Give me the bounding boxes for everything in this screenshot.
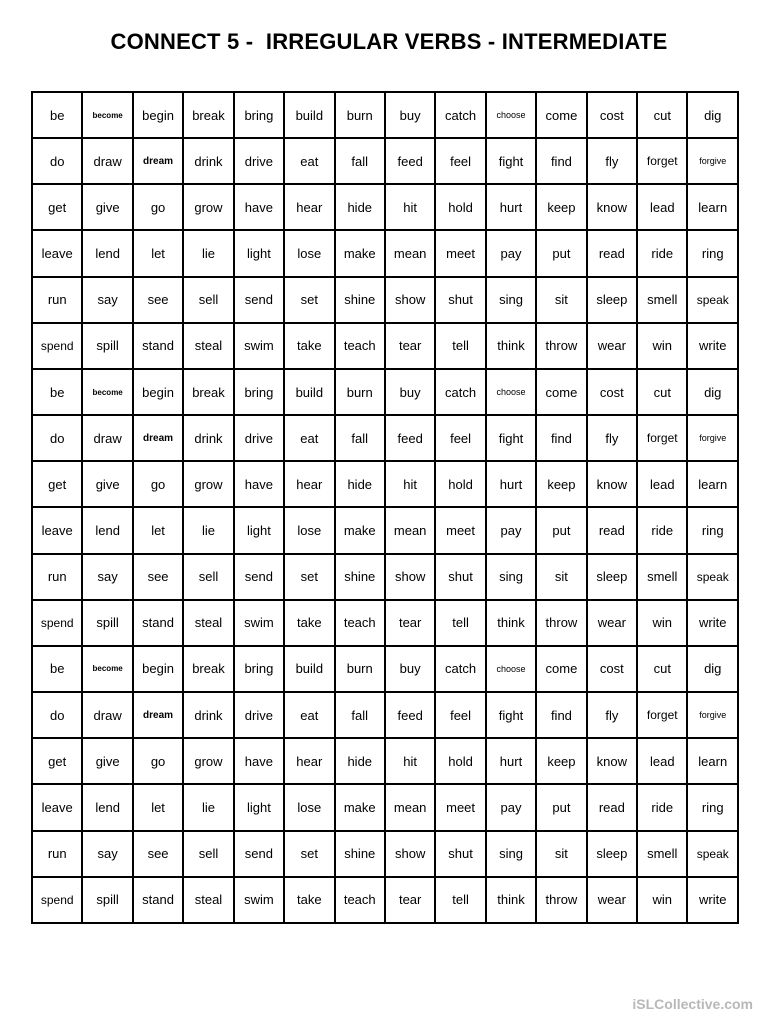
grid-cell: find bbox=[536, 415, 586, 461]
grid-cell: take bbox=[284, 877, 334, 923]
grid-cell: ring bbox=[687, 507, 738, 553]
grid-cell: forget bbox=[637, 415, 687, 461]
grid-cell: shut bbox=[435, 277, 485, 323]
grid-cell: begin bbox=[133, 369, 183, 415]
grid-cell: hear bbox=[284, 738, 334, 784]
grid-cell: swim bbox=[234, 600, 284, 646]
grid-row bbox=[32, 369, 738, 415]
grid-cell: ride bbox=[637, 784, 687, 830]
grid-cell: cut bbox=[637, 646, 687, 692]
grid-cell: light bbox=[234, 230, 284, 276]
grid-cell: keep bbox=[536, 184, 586, 230]
grid-cell: cut bbox=[637, 369, 687, 415]
grid-row bbox=[32, 831, 738, 877]
grid-cell: sit bbox=[536, 554, 586, 600]
verb-grid bbox=[31, 91, 739, 924]
grid-cell: set bbox=[284, 554, 334, 600]
grid-cell: do bbox=[32, 415, 82, 461]
grid-cell: dream bbox=[133, 138, 183, 184]
grid-cell: have bbox=[234, 184, 284, 230]
grid-cell: tear bbox=[385, 600, 435, 646]
grid-cell: grow bbox=[183, 461, 233, 507]
grid-cell: smell bbox=[637, 277, 687, 323]
grid-cell: buy bbox=[385, 369, 435, 415]
watermark: iSLCollective.com bbox=[632, 996, 753, 1012]
grid-cell: eat bbox=[284, 138, 334, 184]
grid-cell: send bbox=[234, 277, 284, 323]
grid-cell: have bbox=[234, 461, 284, 507]
grid-cell: wear bbox=[587, 877, 637, 923]
grid-cell: bring bbox=[234, 369, 284, 415]
grid-cell: win bbox=[637, 877, 687, 923]
grid-cell: know bbox=[587, 461, 637, 507]
grid-cell: know bbox=[587, 738, 637, 784]
grid-cell: be bbox=[32, 92, 82, 138]
grid-cell: take bbox=[284, 600, 334, 646]
grid-cell: write bbox=[687, 600, 738, 646]
grid-cell: hear bbox=[284, 184, 334, 230]
grid-cell: fight bbox=[486, 692, 536, 738]
grid-cell: make bbox=[335, 507, 385, 553]
grid-cell: come bbox=[536, 369, 586, 415]
grid-cell: ring bbox=[687, 230, 738, 276]
grid-cell: swim bbox=[234, 323, 284, 369]
grid-cell: fall bbox=[335, 415, 385, 461]
grid-cell: forget bbox=[637, 692, 687, 738]
grid-cell: begin bbox=[133, 92, 183, 138]
grid-cell: break bbox=[183, 92, 233, 138]
grid-cell: sleep bbox=[587, 277, 637, 323]
grid-cell: hurt bbox=[486, 461, 536, 507]
grid-cell: feed bbox=[385, 138, 435, 184]
grid-cell: forgive bbox=[687, 415, 738, 461]
grid-cell: build bbox=[284, 369, 334, 415]
page-title: CONNECT 5 - IRREGULAR VERBS - INTERMEDIATE bbox=[110, 29, 668, 54]
grid-cell: see bbox=[133, 831, 183, 877]
grid-cell: set bbox=[284, 831, 334, 877]
grid-row bbox=[32, 646, 738, 692]
grid-cell: wear bbox=[587, 600, 637, 646]
grid-cell: shut bbox=[435, 831, 485, 877]
grid-cell: sit bbox=[536, 831, 586, 877]
grid-cell: meet bbox=[435, 784, 485, 830]
grid-row bbox=[32, 277, 738, 323]
grid-cell: fall bbox=[335, 138, 385, 184]
grid-cell: hold bbox=[435, 184, 485, 230]
grid-cell: ring bbox=[687, 784, 738, 830]
grid-cell: hurt bbox=[486, 738, 536, 784]
grid-cell: write bbox=[687, 323, 738, 369]
grid-cell: hit bbox=[385, 461, 435, 507]
grid-cell: speak bbox=[687, 277, 738, 323]
grid-cell: learn bbox=[687, 461, 738, 507]
grid-row bbox=[32, 138, 738, 184]
grid-row bbox=[32, 738, 738, 784]
grid-cell: lose bbox=[284, 784, 334, 830]
grid-cell: put bbox=[536, 230, 586, 276]
grid-cell: let bbox=[133, 507, 183, 553]
grid-cell: read bbox=[587, 230, 637, 276]
grid-cell: throw bbox=[536, 323, 586, 369]
grid-cell: get bbox=[32, 461, 82, 507]
grid-row bbox=[32, 461, 738, 507]
grid-cell: drink bbox=[183, 692, 233, 738]
grid-cell: become bbox=[82, 92, 132, 138]
grid-row bbox=[32, 554, 738, 600]
grid-cell: set bbox=[284, 277, 334, 323]
grid-cell: shine bbox=[335, 554, 385, 600]
grid-cell: spill bbox=[82, 877, 132, 923]
grid-cell: wear bbox=[587, 323, 637, 369]
grid-cell: win bbox=[637, 600, 687, 646]
grid-cell: find bbox=[536, 692, 586, 738]
grid-cell: hit bbox=[385, 184, 435, 230]
grid-cell: fly bbox=[587, 692, 637, 738]
grid-cell: become bbox=[82, 646, 132, 692]
grid-cell: lose bbox=[284, 507, 334, 553]
grid-cell: fly bbox=[587, 138, 637, 184]
grid-cell: leave bbox=[32, 230, 82, 276]
grid-cell: keep bbox=[536, 738, 586, 784]
grid-cell: lend bbox=[82, 784, 132, 830]
grid-cell: tear bbox=[385, 323, 435, 369]
grid-cell: speak bbox=[687, 554, 738, 600]
grid-cell: fly bbox=[587, 415, 637, 461]
grid-cell: go bbox=[133, 461, 183, 507]
grid-cell: smell bbox=[637, 554, 687, 600]
grid-cell: dig bbox=[687, 369, 738, 415]
grid-cell: burn bbox=[335, 646, 385, 692]
grid-cell: run bbox=[32, 831, 82, 877]
grid-cell: come bbox=[536, 92, 586, 138]
grid-cell: say bbox=[82, 554, 132, 600]
grid-cell: lose bbox=[284, 230, 334, 276]
grid-row bbox=[32, 784, 738, 830]
grid-cell: grow bbox=[183, 738, 233, 784]
grid-cell: spend bbox=[32, 877, 82, 923]
grid-cell: think bbox=[486, 877, 536, 923]
grid-cell: draw bbox=[82, 692, 132, 738]
grid-cell: be bbox=[32, 369, 82, 415]
grid-cell: sell bbox=[183, 277, 233, 323]
grid-cell: cut bbox=[637, 92, 687, 138]
grid-cell: hurt bbox=[486, 184, 536, 230]
grid-cell: come bbox=[536, 646, 586, 692]
grid-cell: dream bbox=[133, 415, 183, 461]
grid-cell: spill bbox=[82, 323, 132, 369]
grid-cell: spend bbox=[32, 323, 82, 369]
grid-cell: light bbox=[234, 507, 284, 553]
grid-cell: give bbox=[82, 738, 132, 784]
grid-cell: catch bbox=[435, 646, 485, 692]
grid-cell: stand bbox=[133, 600, 183, 646]
grid-cell: teach bbox=[335, 877, 385, 923]
grid-cell: show bbox=[385, 554, 435, 600]
grid-cell: build bbox=[284, 92, 334, 138]
grid-cell: drink bbox=[183, 138, 233, 184]
grid-cell: burn bbox=[335, 369, 385, 415]
grid-cell: cost bbox=[587, 646, 637, 692]
grid-cell: stand bbox=[133, 877, 183, 923]
grid-cell: buy bbox=[385, 646, 435, 692]
grid-cell: lie bbox=[183, 230, 233, 276]
grid-cell: read bbox=[587, 784, 637, 830]
grid-cell: give bbox=[82, 461, 132, 507]
grid-cell: write bbox=[687, 877, 738, 923]
grid-cell: read bbox=[587, 507, 637, 553]
grid-cell: teach bbox=[335, 323, 385, 369]
grid-cell: feel bbox=[435, 692, 485, 738]
grid-cell: draw bbox=[82, 138, 132, 184]
grid-cell: steal bbox=[183, 323, 233, 369]
grid-cell: take bbox=[284, 323, 334, 369]
grid-row bbox=[32, 415, 738, 461]
grid-cell: say bbox=[82, 277, 132, 323]
grid-cell: throw bbox=[536, 877, 586, 923]
grid-cell: tell bbox=[435, 877, 485, 923]
grid-cell: hold bbox=[435, 738, 485, 784]
grid-cell: dig bbox=[687, 92, 738, 138]
grid-cell: sing bbox=[486, 831, 536, 877]
grid-cell: make bbox=[335, 784, 385, 830]
grid-cell: choose bbox=[486, 92, 536, 138]
grid-cell: build bbox=[284, 646, 334, 692]
grid-cell: teach bbox=[335, 600, 385, 646]
grid-cell: ride bbox=[637, 507, 687, 553]
grid-cell: spill bbox=[82, 600, 132, 646]
grid-cell: hold bbox=[435, 461, 485, 507]
grid-cell: buy bbox=[385, 92, 435, 138]
grid-row bbox=[32, 92, 738, 138]
grid-cell: say bbox=[82, 831, 132, 877]
grid-cell: tear bbox=[385, 877, 435, 923]
grid-cell: become bbox=[82, 369, 132, 415]
grid-cell: eat bbox=[284, 692, 334, 738]
grid-row bbox=[32, 184, 738, 230]
grid-cell: bring bbox=[234, 646, 284, 692]
grid-row bbox=[32, 507, 738, 553]
grid-cell: make bbox=[335, 230, 385, 276]
grid-cell: have bbox=[234, 738, 284, 784]
grid-cell: see bbox=[133, 554, 183, 600]
grid-cell: dream bbox=[133, 692, 183, 738]
grid-row bbox=[32, 600, 738, 646]
grid-cell: grow bbox=[183, 184, 233, 230]
grid-cell: shine bbox=[335, 277, 385, 323]
grid-cell: shut bbox=[435, 554, 485, 600]
grid-cell: mean bbox=[385, 507, 435, 553]
grid-cell: smell bbox=[637, 831, 687, 877]
grid-cell: know bbox=[587, 184, 637, 230]
grid-cell: think bbox=[486, 323, 536, 369]
grid-cell: go bbox=[133, 184, 183, 230]
grid-cell: lead bbox=[637, 461, 687, 507]
grid-cell: lead bbox=[637, 738, 687, 784]
grid-cell: fall bbox=[335, 692, 385, 738]
grid-cell: leave bbox=[32, 507, 82, 553]
grid-cell: shine bbox=[335, 831, 385, 877]
grid-cell: cost bbox=[587, 369, 637, 415]
grid-cell: hit bbox=[385, 738, 435, 784]
grid-cell: stand bbox=[133, 323, 183, 369]
grid-cell: lend bbox=[82, 230, 132, 276]
grid-cell: begin bbox=[133, 646, 183, 692]
grid-cell: find bbox=[536, 138, 586, 184]
grid-cell: draw bbox=[82, 415, 132, 461]
grid-cell: feel bbox=[435, 415, 485, 461]
grid-cell: light bbox=[234, 784, 284, 830]
grid-cell: lie bbox=[183, 507, 233, 553]
grid-cell: think bbox=[486, 600, 536, 646]
grid-row bbox=[32, 692, 738, 738]
grid-cell: win bbox=[637, 323, 687, 369]
grid-cell: pay bbox=[486, 784, 536, 830]
grid-cell: meet bbox=[435, 507, 485, 553]
grid-cell: show bbox=[385, 277, 435, 323]
grid-cell: feed bbox=[385, 692, 435, 738]
grid-cell: sing bbox=[486, 554, 536, 600]
grid-cell: fight bbox=[486, 415, 536, 461]
grid-cell: hide bbox=[335, 461, 385, 507]
grid-cell: swim bbox=[234, 877, 284, 923]
grid-cell: mean bbox=[385, 230, 435, 276]
grid-cell: hide bbox=[335, 184, 385, 230]
grid-row bbox=[32, 230, 738, 276]
grid-cell: run bbox=[32, 277, 82, 323]
grid-cell: tell bbox=[435, 323, 485, 369]
grid-cell: send bbox=[234, 554, 284, 600]
grid-cell: learn bbox=[687, 184, 738, 230]
grid-cell: lead bbox=[637, 184, 687, 230]
grid-cell: forgive bbox=[687, 138, 738, 184]
grid-cell: see bbox=[133, 277, 183, 323]
grid-cell: sing bbox=[486, 277, 536, 323]
grid-cell: feed bbox=[385, 415, 435, 461]
grid-cell: leave bbox=[32, 784, 82, 830]
grid-cell: put bbox=[536, 784, 586, 830]
grid-cell: get bbox=[32, 738, 82, 784]
grid-cell: meet bbox=[435, 230, 485, 276]
grid-cell: get bbox=[32, 184, 82, 230]
grid-cell: do bbox=[32, 692, 82, 738]
grid-cell: tell bbox=[435, 600, 485, 646]
grid-cell: spend bbox=[32, 600, 82, 646]
grid-cell: sleep bbox=[587, 554, 637, 600]
grid-cell: forget bbox=[637, 138, 687, 184]
grid-cell: learn bbox=[687, 738, 738, 784]
grid-cell: catch bbox=[435, 92, 485, 138]
grid-cell: forgive bbox=[687, 692, 738, 738]
grid-cell: pay bbox=[486, 507, 536, 553]
grid-cell: cost bbox=[587, 92, 637, 138]
grid-cell: dig bbox=[687, 646, 738, 692]
grid-cell: lend bbox=[82, 507, 132, 553]
grid-cell: sell bbox=[183, 554, 233, 600]
grid-cell: sit bbox=[536, 277, 586, 323]
grid-cell: bring bbox=[234, 92, 284, 138]
grid-cell: send bbox=[234, 831, 284, 877]
grid-cell: steal bbox=[183, 877, 233, 923]
grid-cell: mean bbox=[385, 784, 435, 830]
grid-cell: give bbox=[82, 184, 132, 230]
grid-cell: catch bbox=[435, 369, 485, 415]
grid-cell: let bbox=[133, 230, 183, 276]
verb-grid-body bbox=[32, 92, 738, 923]
grid-cell: be bbox=[32, 646, 82, 692]
grid-cell: throw bbox=[536, 600, 586, 646]
grid-row bbox=[32, 877, 738, 923]
grid-cell: break bbox=[183, 646, 233, 692]
grid-cell: drive bbox=[234, 415, 284, 461]
grid-cell: burn bbox=[335, 92, 385, 138]
grid-cell: feel bbox=[435, 138, 485, 184]
grid-cell: do bbox=[32, 138, 82, 184]
grid-row bbox=[32, 323, 738, 369]
grid-cell: sell bbox=[183, 831, 233, 877]
grid-cell: fight bbox=[486, 138, 536, 184]
grid-cell: let bbox=[133, 784, 183, 830]
grid-cell: ride bbox=[637, 230, 687, 276]
grid-cell: steal bbox=[183, 600, 233, 646]
grid-cell: keep bbox=[536, 461, 586, 507]
grid-cell: choose bbox=[486, 369, 536, 415]
grid-cell: drink bbox=[183, 415, 233, 461]
grid-cell: run bbox=[32, 554, 82, 600]
grid-cell: lie bbox=[183, 784, 233, 830]
grid-cell: eat bbox=[284, 415, 334, 461]
grid-cell: sleep bbox=[587, 831, 637, 877]
grid-cell: pay bbox=[486, 230, 536, 276]
grid-cell: speak bbox=[687, 831, 738, 877]
grid-cell: go bbox=[133, 738, 183, 784]
grid-cell: hide bbox=[335, 738, 385, 784]
grid-cell: drive bbox=[234, 138, 284, 184]
grid-cell: hear bbox=[284, 461, 334, 507]
grid-cell: show bbox=[385, 831, 435, 877]
grid-cell: break bbox=[183, 369, 233, 415]
grid-cell: drive bbox=[234, 692, 284, 738]
grid-cell: put bbox=[536, 507, 586, 553]
grid-cell: choose bbox=[486, 646, 536, 692]
